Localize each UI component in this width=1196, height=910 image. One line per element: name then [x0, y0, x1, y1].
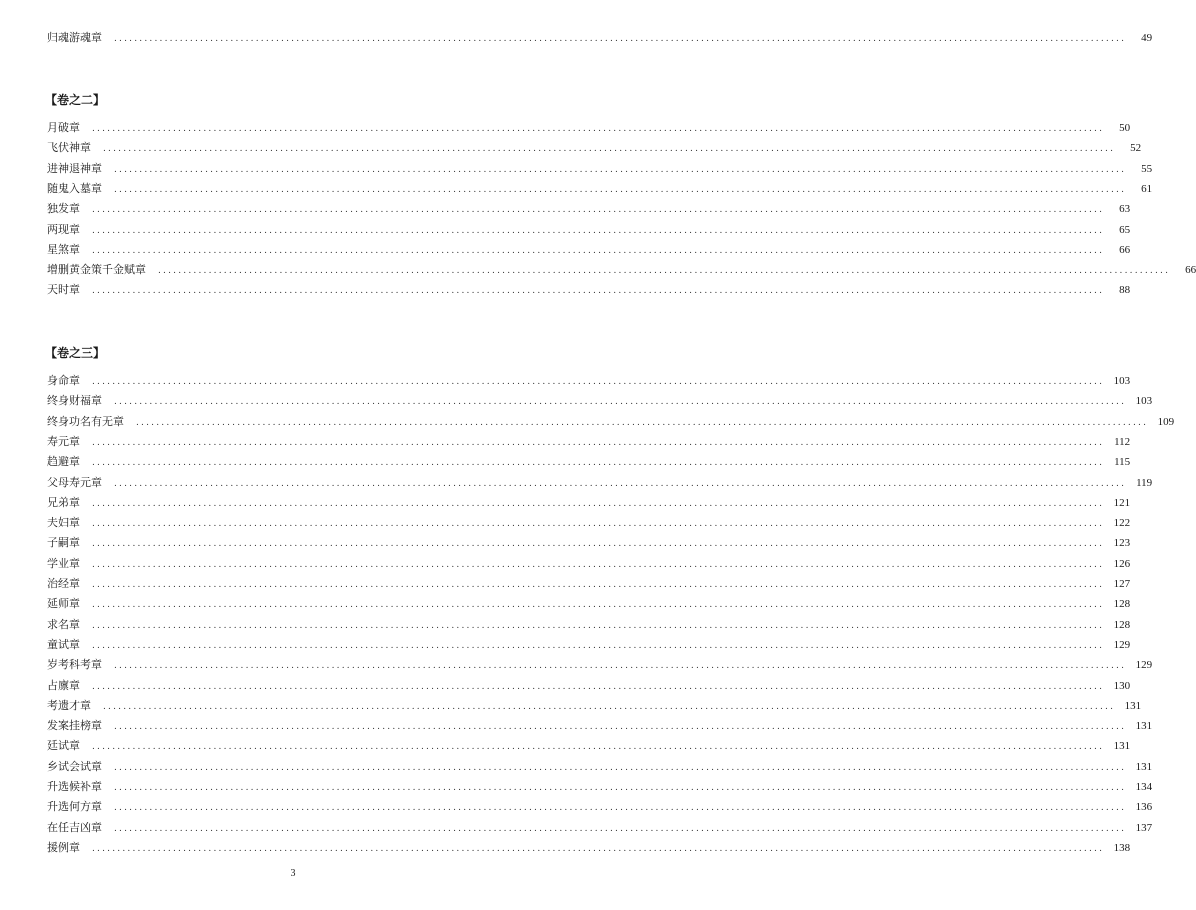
- toc-entry-title: 月破章: [47, 121, 80, 134]
- toc-dot-leader: ........................................................................................................................................................................................................: [92, 742, 1105, 753]
- toc-entry-title: 飞伏神章: [47, 141, 91, 155]
- toc-entry[interactable]: [47, 513, 1131, 533]
- toc-entry[interactable]: [47, 28, 1153, 48]
- page-number: 3: [290, 868, 296, 879]
- toc-dot-leader: ........................................................................................................................................................................................................: [92, 681, 1105, 692]
- toc-entry[interactable]: [47, 696, 1142, 716]
- toc-dot-leader: ........................................................................................................................................................................................................: [92, 225, 1105, 236]
- toc-dot-leader: ........................................................................................................................................................................................................: [92, 600, 1105, 611]
- toc-entry-page-number: 131: [1124, 699, 1142, 712]
- toc-dot-leader: ........................................................................................................................................................................................................: [92, 640, 1105, 651]
- toc-entry-title: 随鬼入墓章: [47, 181, 102, 195]
- toc-dot-leader: ........................................................................................................................................................................................................: [136, 417, 1149, 428]
- toc-entry[interactable]: [47, 199, 1131, 219]
- toc-dot-leader: ........................................................................................................................................................................................................: [114, 661, 1127, 672]
- volume-heading: 【卷之三】: [45, 346, 106, 360]
- toc-entry[interactable]: [47, 280, 1131, 300]
- toc-dot-leader: ........................................................................................................................................................................................................: [114, 184, 1127, 195]
- toc-entry-page-number: 130: [1113, 679, 1131, 692]
- toc-dot-leader: ........................................................................................................................................................................................................: [114, 762, 1127, 773]
- toc-entry-title: 发案挂榜章: [47, 719, 102, 733]
- toc-entry-page-number: 52: [1130, 142, 1142, 155]
- toc-dot-leader: ........................................................................................................................................................................................................: [92, 205, 1105, 216]
- toc-dot-leader: ........................................................................................................................................................................................................: [114, 164, 1127, 175]
- toc-dot-leader: ........................................................................................................................................................................................................: [92, 580, 1105, 590]
- toc-entry-page-number: 112: [1114, 435, 1131, 448]
- toc-entry-page-number: 65: [1119, 223, 1131, 236]
- toc-entry[interactable]: [47, 736, 1131, 756]
- toc-entry[interactable]: [47, 818, 1153, 838]
- toc-entry-page-number: 103: [1135, 395, 1153, 408]
- toc-entry[interactable]: [47, 757, 1153, 777]
- toc-dot-leader: ........................................................................................................................................................................................................: [114, 397, 1127, 408]
- toc-entry-page-number: 61: [1141, 182, 1153, 195]
- toc-dot-leader: ........................................................................................................................................................................................................: [92, 519, 1105, 530]
- toc-entry-title: 求名章: [47, 617, 80, 631]
- toc-entry-page-number: 137: [1135, 821, 1153, 834]
- toc-entry-title: 兄弟章: [47, 495, 80, 509]
- toc-dot-leader: ........................................................................................................................................................................................................: [114, 722, 1127, 733]
- toc-entry-title: 独发章: [47, 202, 80, 216]
- toc-dot-leader: ........................................................................................................................................................................................................: [114, 478, 1127, 489]
- toc-entry-title: 身命章: [47, 374, 80, 387]
- toc-entry-title: 在任吉凶章: [47, 820, 102, 834]
- toc-dot-leader: ........................................................................................................................................................................................................: [92, 843, 1105, 854]
- toc-dot-leader: ........................................................................................................................................................................................................: [92, 437, 1105, 448]
- toc-entry[interactable]: [47, 260, 1196, 280]
- toc-entry[interactable]: [47, 554, 1131, 574]
- toc-entry-title: 考遗才章: [47, 698, 91, 712]
- toc-entry-title: 升选何方章: [47, 800, 102, 814]
- toc-entry[interactable]: [47, 391, 1153, 411]
- toc-entry-page-number: 128: [1113, 618, 1131, 631]
- toc-entry-title: 父母寿元章: [47, 475, 102, 489]
- toc-dot-leader: ........................................................................................................................................................................................................: [103, 701, 1116, 712]
- toc-entry-page-number: 66: [1119, 243, 1131, 256]
- toc-entry-title: 援例章: [47, 840, 80, 854]
- toc-entry-title: 廷试章: [47, 739, 80, 753]
- toc-entry[interactable]: [47, 118, 1131, 138]
- toc-entry[interactable]: [47, 159, 1153, 179]
- toc-entry-page-number: 88: [1119, 284, 1131, 297]
- toc-entry[interactable]: [47, 716, 1153, 736]
- toc-entry-title: 治经章: [47, 577, 80, 590]
- toc-dot-leader: ........................................................................................................................................................................................................: [114, 783, 1127, 793]
- toc-entry-title: 岁考科考章: [47, 658, 102, 672]
- toc-entry-page-number: 49: [1141, 32, 1153, 44]
- toc-entry-page-number: 55: [1141, 162, 1153, 175]
- toc-entry-title: 终身功名有无章: [47, 414, 124, 428]
- toc-entry-page-number: 127: [1113, 578, 1131, 590]
- toc-entry[interactable]: [47, 594, 1131, 614]
- toc-entry-page-number: 119: [1136, 476, 1153, 489]
- toc-entry-page-number: 103: [1113, 375, 1131, 387]
- toc-entry-page-number: 121: [1113, 496, 1131, 509]
- volume-heading: 【卷之二】: [45, 93, 106, 107]
- toc-entry-page-number: 128: [1113, 598, 1131, 611]
- toc-dot-leader: ........................................................................................................................................................................................................: [92, 539, 1105, 550]
- toc-entry-page-number: 50: [1119, 122, 1131, 134]
- toc-entry-page-number: 129: [1135, 659, 1153, 672]
- toc-entry[interactable]: [47, 797, 1153, 817]
- toc-dot-leader: ........................................................................................................................................................................................................: [92, 245, 1105, 256]
- toc-entry-title: 终身财福章: [47, 394, 102, 408]
- toc-entry-page-number: 131: [1113, 740, 1131, 753]
- toc-entry[interactable]: [47, 777, 1153, 797]
- toc-entry-title: 进神退神章: [47, 161, 102, 175]
- toc-entry[interactable]: [47, 473, 1153, 493]
- toc-dot-leader: ........................................................................................................................................................................................................: [92, 124, 1105, 134]
- toc-entry-title: 趋避章: [47, 455, 80, 469]
- toc-dot-leader: ........................................................................................................................................................................................................: [92, 377, 1105, 387]
- toc-entry-page-number: 131: [1135, 720, 1153, 733]
- toc-entry[interactable]: [47, 179, 1153, 199]
- toc-entry[interactable]: [47, 412, 1175, 432]
- toc-entry[interactable]: [47, 533, 1131, 553]
- toc-entry-page-number: 134: [1135, 781, 1153, 793]
- toc-dot-leader: ........................................................................................................................................................................................................: [92, 498, 1105, 509]
- toc-entry[interactable]: [47, 635, 1131, 655]
- toc-entry-title: 乡试会试章: [47, 759, 102, 773]
- toc-entry-page-number: 122: [1113, 517, 1131, 530]
- toc-entry[interactable]: [47, 493, 1131, 513]
- toc-entry-title: 增删黄金策千金赋章: [47, 263, 146, 277]
- toc-entry-title: 两现章: [47, 222, 80, 236]
- toc-entry-page-number: 126: [1113, 557, 1131, 570]
- toc-dot-leader: ........................................................................................................................................................................................................: [92, 458, 1105, 469]
- toc-entry-title: 学业章: [47, 556, 80, 570]
- toc-dot-leader: ........................................................................................................................................................................................................: [114, 803, 1127, 814]
- toc-entry-page-number: 63: [1119, 203, 1131, 216]
- toc-entry[interactable]: [47, 676, 1131, 696]
- toc-entry[interactable]: [47, 371, 1131, 391]
- toc-dot-leader: ........................................................................................................................................................................................................: [92, 559, 1105, 570]
- toc-entry[interactable]: [47, 574, 1131, 594]
- toc-dot-leader: ........................................................................................................................................................................................................: [158, 266, 1171, 277]
- toc-entry-page-number: 123: [1113, 537, 1131, 550]
- toc-entry-page-number: 131: [1135, 760, 1153, 773]
- toc-entry-title: 子嗣章: [47, 536, 80, 550]
- toc-entry-title: 占廪章: [47, 678, 80, 692]
- toc-entry-title: 夫妇章: [47, 516, 80, 530]
- toc-entry-page-number: 109: [1157, 415, 1175, 428]
- toc-entry[interactable]: [47, 452, 1131, 472]
- toc-entry[interactable]: [47, 240, 1131, 260]
- toc-entry[interactable]: [47, 138, 1142, 158]
- toc-entry-title: 寿元章: [47, 434, 80, 448]
- toc-entry-page-number: 115: [1114, 456, 1131, 469]
- toc-entry[interactable]: [47, 838, 1131, 858]
- toc-entry[interactable]: [47, 220, 1131, 240]
- toc-entry[interactable]: [47, 615, 1131, 635]
- toc-dot-leader: ........................................................................................................................................................................................................: [103, 144, 1116, 155]
- toc-entry-title: 天时章: [47, 283, 80, 297]
- toc-entry-title: 延师章: [47, 597, 80, 611]
- toc-entry-title: 星煞章: [47, 242, 80, 256]
- toc-entry-page-number: 129: [1113, 638, 1131, 651]
- toc-dot-leader: ........................................................................................................................................................................................................: [114, 34, 1127, 44]
- toc-entry-title: 归魂游魂章: [47, 31, 102, 44]
- toc-entry-title: 升选候补章: [47, 780, 102, 793]
- toc-entry-title: 童试章: [47, 637, 80, 651]
- toc-entry-page-number: 138: [1113, 841, 1131, 854]
- toc-dot-leader: ........................................................................................................................................................................................................: [92, 620, 1105, 631]
- toc-dot-leader: ........................................................................................................................................................................................................: [92, 286, 1105, 297]
- toc-entry[interactable]: [47, 655, 1153, 675]
- toc-dot-leader: ........................................................................................................................................................................................................: [114, 823, 1127, 834]
- toc-entry-page-number: 66: [1185, 264, 1196, 277]
- toc-entry-page-number: 136: [1135, 801, 1153, 814]
- toc-entry[interactable]: [47, 432, 1131, 452]
